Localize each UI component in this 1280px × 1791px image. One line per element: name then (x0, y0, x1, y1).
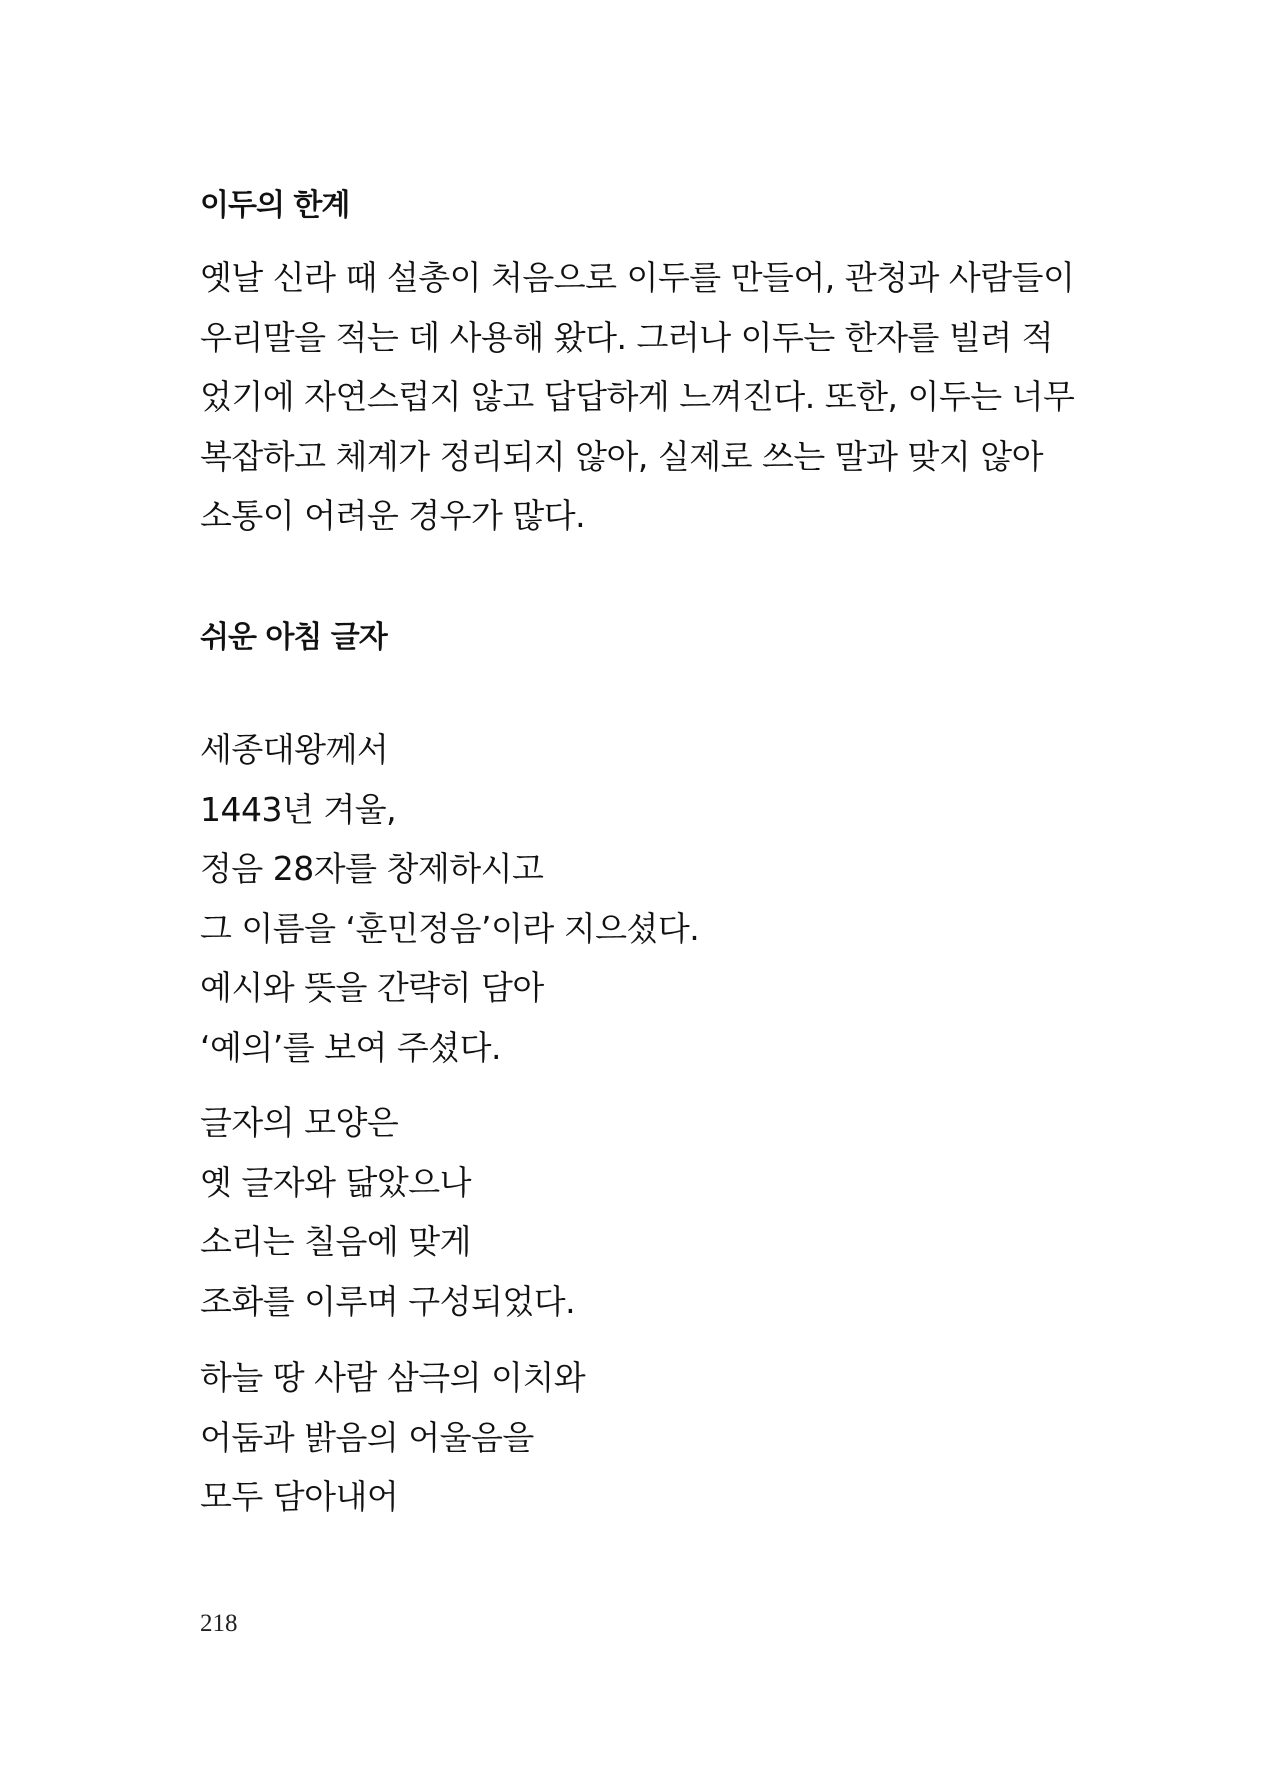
poem-line: 조화를 이루며 구성되었다. (200, 1281, 576, 1321)
poem-line: 글자의 모양은 (200, 1103, 399, 1142)
poem-line: 어둠과 밝음의 어울음을 (200, 1417, 534, 1457)
poem-line: 옛 글자와 닮았으나 (200, 1162, 472, 1202)
poem-stanza (200, 1093, 575, 1331)
poem-line: 그 이름을 ‘훈민정음’이라 지으셨다. (200, 908, 700, 948)
poem-line: ‘예의’를 보여 주셨다. (200, 1027, 501, 1067)
poem-line: 예시와 뜻을 간략히 담아 (200, 968, 544, 1007)
poem-line: 1443년 겨울, (200, 789, 397, 829)
poem-line: 소리는 칠음에 맞게 (200, 1222, 472, 1261)
poem-stanza (200, 720, 699, 1077)
paragraph-line: 었기에 자연스럽지 않고 답답하게 느껴진다. 또한, 이두는 너무 (200, 377, 1075, 416)
poem-line: 정음 28자를 창제하시고 (200, 849, 544, 888)
body-paragraph (200, 248, 1074, 546)
paragraph-line: 옛날 신라 때 설총이 처음으로 이두를 만들어, 관청과 사람들이 (200, 258, 1075, 297)
page-number: 218 (200, 1610, 238, 1637)
poem-stanza (200, 1348, 585, 1527)
section-heading: 쉬운 아침 글자 (200, 620, 387, 655)
poem-line: 세종대왕께서 (200, 730, 389, 769)
section-heading: 이두의 한계 (200, 188, 350, 223)
poem-line: 하늘 땅 사람 삼극의 이치와 (200, 1358, 586, 1397)
paragraph-line: 소통이 어려운 경우가 많다. (200, 496, 586, 535)
paragraph-line: 우리말을 적는 데 사용해 왔다. 그러나 이두는 한자를 빌려 적 (200, 317, 1053, 357)
poem-line: 모두 담아내어 (200, 1477, 399, 1516)
paragraph-line: 복잡하고 체계가 정리되지 않아, 실제로 쓰는 말과 맞지 않아 (200, 436, 1043, 476)
